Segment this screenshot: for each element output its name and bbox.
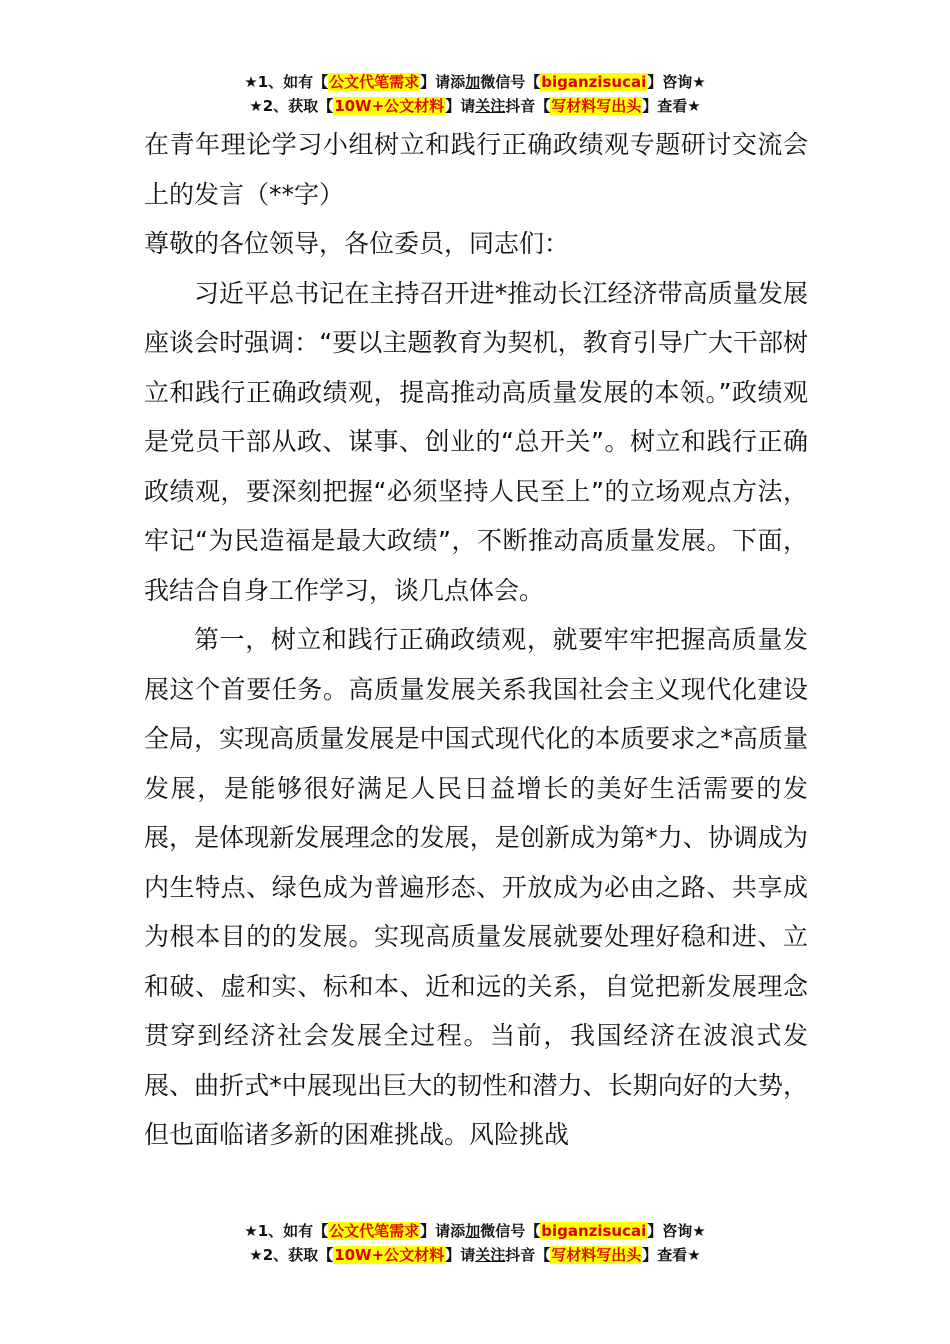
notice-line-1: ★1、如有【公文代笔需求】请添加微信号【biganzisucai】咨询★ bbox=[244, 73, 706, 91]
highlight-douyin-account: 写材料写出头 bbox=[551, 97, 642, 115]
paragraph-first-point: 第一，树立和践行正确政绩观，就要牢牢把握高质量发展这个首要任务。高质量发展关系我国社会主义现代化建设全局，实现高质量发展是中国式现代化的本质要求之*高质量发展，是能够很好满足人民日益增长的美好生活需要的发展，是体现新发展理念的发展，是创新成为第*力、协调成为内生特点、绿色成为普遍形态、开放成为必由之路、共享成为根本目的的发展。实现高质量发展就要处理好稳和进、立和破、虚和实、标和本、近和远的关系，自觉把新发展理念贯穿到经济社会发展全过程。当前，我国经济在波浪式发展、曲折式*中展现出巨大的韧性和潜力、长期向好的大势，但也面临诸多新的困难挑战。风险挑战 bbox=[144, 625, 808, 1149]
paragraph-intro: 习近平总书记在主持召开进*推动长江经济带高质量发展座谈会时强调：“要以主题教育为契机，教育引导广大干部树立和践行正确政绩观，提高推动高质量发展的本领。”政绩观是党员干部从政、谋事、创业的“总开关”。树立和践行正确政绩观，要深刻把握“必须坚持人民至上”的立场观点方法，牢记“为民造福是最大政绩”，不断推动高质量发展。下面，我结合自身工作学习，谈几点体会。 bbox=[144, 278, 808, 605]
highlight-materials: 10W+公文材料 bbox=[334, 1246, 445, 1264]
highlight-douyin-account: 写材料写出头 bbox=[551, 1246, 642, 1264]
highlight-materials: 10W+公文材料 bbox=[334, 97, 445, 115]
bottom-notice-banner bbox=[0, 1219, 950, 1267]
notice-line-1: ★1、如有【公文代笔需求】请添加微信号【biganzisucai】咨询★ bbox=[244, 1222, 706, 1240]
notice-line-2: ★2、获取【10W+公文材料】请关注抖音【写材料写出头】查看★ bbox=[249, 97, 701, 115]
highlight-service: 公文代笔需求 bbox=[329, 1222, 420, 1240]
highlight-wechat-id: biganzisucai bbox=[541, 1222, 647, 1240]
highlight-service: 公文代笔需求 bbox=[329, 73, 420, 91]
notice-line-2: ★2、获取【10W+公文材料】请关注抖音【写材料写出头】查看★ bbox=[249, 1246, 701, 1264]
document-body bbox=[144, 120, 808, 1160]
salutation: 尊敬的各位领导，各位委员，同志们： bbox=[144, 229, 570, 258]
top-notice-banner bbox=[0, 70, 950, 118]
highlight-wechat-id: biganzisucai bbox=[541, 73, 647, 91]
document-title: 在青年理论学习小组树立和践行正确政绩观专题研讨交流会上的发言（**字） bbox=[144, 130, 808, 209]
